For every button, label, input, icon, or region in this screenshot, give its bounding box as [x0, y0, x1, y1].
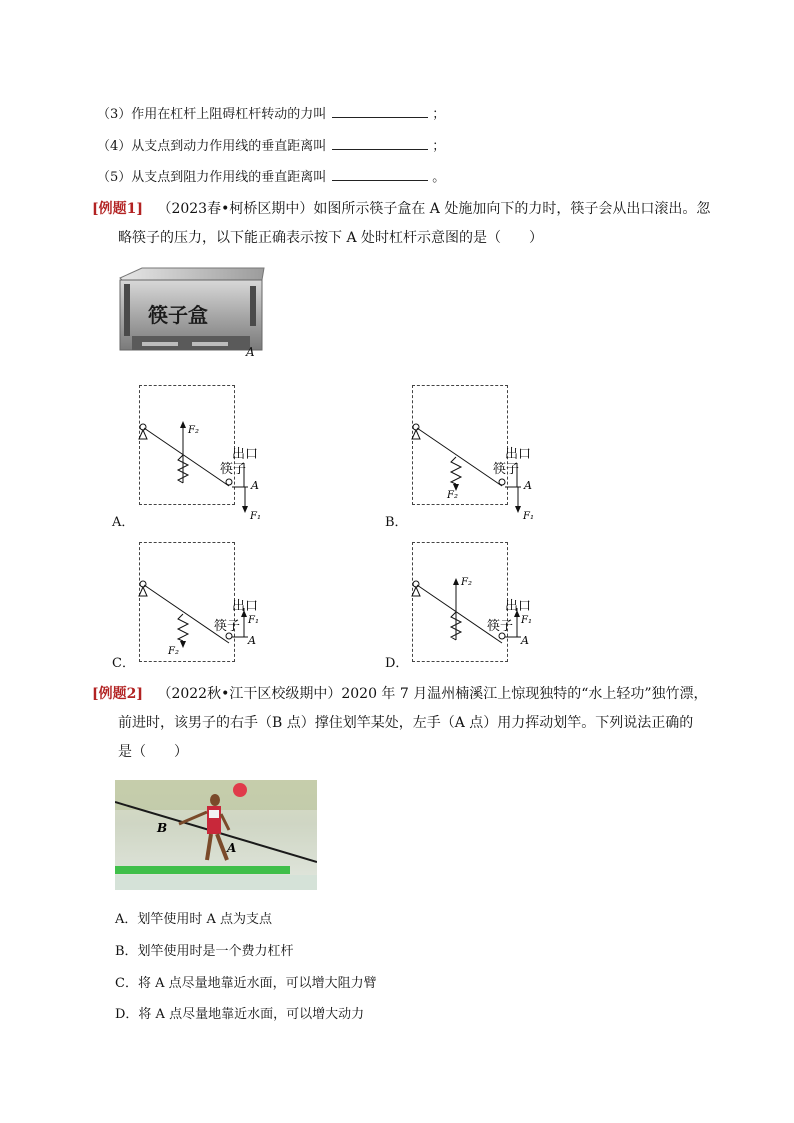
f2-label: F₂	[447, 490, 458, 501]
example2-option-a[interactable]: A．划竿使用时 A 点为支点	[115, 912, 273, 927]
example1-question	[92, 195, 722, 253]
f2-label: F₂	[188, 425, 199, 436]
fill-item-5: （5）从支点到阻力作用线的垂直距离叫 。	[97, 166, 445, 185]
chopstick-label: 筷子	[214, 619, 241, 634]
example2-question	[92, 680, 722, 767]
fill-item-3: （3）作用在杠杆上阻碍杠杆转动的力叫 ；	[97, 103, 445, 122]
exit-label: 出口	[505, 599, 532, 614]
example2-option-b[interactable]: B．划竿使用时是一个费力杠杆	[115, 944, 294, 959]
option-a-letter[interactable]: A．	[112, 515, 135, 530]
answer-blank[interactable]	[332, 167, 428, 181]
exit-label: 出口	[232, 447, 259, 462]
chopstick-label: 筷子	[487, 619, 514, 634]
option-a-diagram	[132, 383, 282, 528]
point-a-label: A	[524, 479, 532, 492]
f2-label: F₂	[461, 577, 472, 588]
example2-text-line1: 2020 年 7 月温州楠溪江上惊现独特的“水上轻功”独竹漂，	[341, 686, 708, 702]
option-b-letter[interactable]: B．	[385, 515, 408, 530]
box-point-a: A	[246, 345, 255, 359]
option-c-diagram	[132, 540, 282, 665]
example1-text-line2: 略筷子的压力，以下能正确表示按下 A 处时杠杆示意图的是（ ）	[118, 230, 544, 246]
chopstick-label: 筷子	[220, 462, 247, 477]
option-b-diagram	[405, 383, 555, 528]
photo-point-b: B	[157, 821, 168, 835]
f1-label: F₁	[521, 615, 532, 626]
f1-label: F₁	[523, 511, 534, 522]
option-d-diagram	[405, 540, 555, 665]
example1-label: [例题1]	[92, 201, 143, 217]
example2-text-line3: 是（ ）	[118, 744, 188, 760]
fill-item-4: （4）从支点到动力作用线的垂直距离叫 ；	[97, 135, 445, 154]
point-a-label: A	[521, 634, 529, 647]
option-c-letter[interactable]: C．	[112, 656, 135, 671]
example1-text-line1: 如图所示筷子盒在 A 处施加向下的力时，筷子会从出口滚出。忽	[313, 201, 711, 217]
f1-label: F₁	[248, 615, 259, 626]
chopstick-label: 筷子	[493, 462, 520, 477]
photo-point-a: A	[227, 841, 237, 855]
answer-blank[interactable]	[332, 104, 428, 118]
example1-source: （2023春•柯桥区期中）	[157, 201, 314, 217]
bamboo-rafting-photo	[115, 780, 317, 890]
exit-label: 出口	[505, 447, 532, 462]
example2-option-c[interactable]: C．将 A 点尽量地靠近水面，可以增大阻力臂	[115, 976, 377, 991]
box-label: 筷子盒	[148, 303, 208, 327]
example2-label: [例题2]	[92, 686, 143, 702]
answer-blank[interactable]	[332, 136, 428, 150]
example2-source: （2022秋•江干区校级期中）	[157, 686, 342, 702]
point-a-label: A	[248, 634, 256, 647]
chopstick-box-image	[112, 266, 272, 361]
point-a-label: A	[251, 479, 259, 492]
example2-text-line2: 前进时，该男子的右手（B 点）撑住划竿某处，左手（A 点）用力挥动划竿。下列说法正确的	[118, 715, 694, 731]
example2-option-d[interactable]: D．将 A 点尽量地靠近水面，可以增大动力	[115, 1007, 365, 1022]
exit-label: 出口	[232, 599, 259, 614]
f2-label: F₂	[168, 646, 179, 657]
f1-label: F₁	[250, 511, 261, 522]
option-d-letter[interactable]: D．	[385, 656, 409, 671]
